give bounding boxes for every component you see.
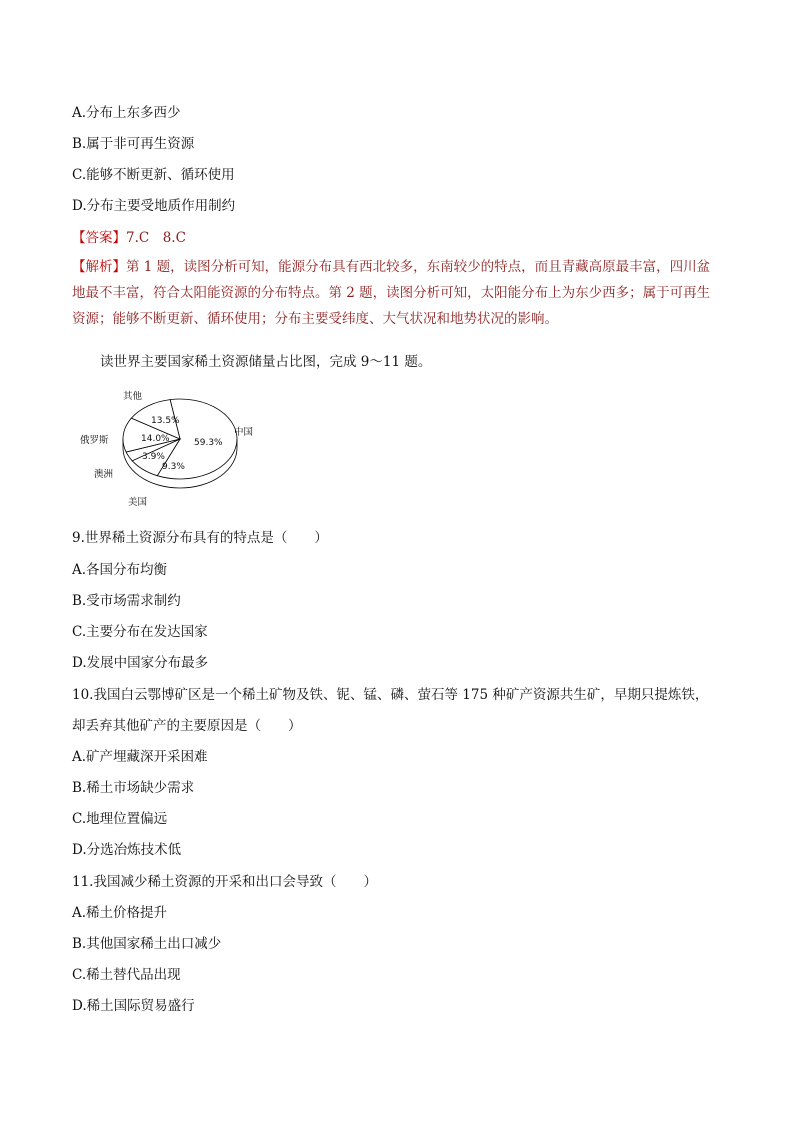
prev-option-d: D.分布主要受地质作用制约 (72, 198, 236, 214)
pie-value-label-3: 14.0% (141, 434, 170, 444)
pie-category-label-3: 俄罗斯 (80, 435, 109, 446)
answer-line (72, 229, 186, 247)
prev-option-c: C.能够不断更新、循环使用 (72, 167, 235, 183)
analysis-text: 第 1 题，读图分析可知，能源分布具有西北较多，东南较少的特点，而且青藏高原最丰富，四川盆地最不丰富，符合太阳能资源的分布特点。第 2 题，读图分析可知，太阳能分布上为东少西多；属于可再生资源；能够不断更新、循环使用；分布主要受纬度、大气状况和地势状况的影响。 (72, 259, 711, 327)
answer-label: 【答案】 (72, 230, 126, 246)
q11-option-a: A.稀土价格提升 (72, 905, 168, 921)
q11-option-c: C.稀土替代品出现 (72, 967, 181, 983)
q10-option-d: D.分选冶炼技术低 (72, 842, 182, 858)
q10-option-a: A.矿产埋藏深开采困难 (72, 749, 208, 765)
q11-option-d: D.稀土国际贸易盛行 (72, 998, 195, 1014)
intro-text: 读世界主要国家稀土资源储量占比图，完成 9～11 题。 (100, 354, 432, 370)
pie-category-label-0: 中国 (234, 427, 254, 438)
q10-option-b: B.稀土市场缺少需求 (72, 780, 195, 796)
rare-earth-pie-chart (76, 385, 276, 519)
pie-category-label-1: 美国 (128, 497, 148, 508)
prev-option-a: A.分布上东多西少 (72, 105, 181, 121)
answer-text: 7.C 8.C (126, 230, 186, 246)
question-11-stem: 11.我国减少稀土资源的开采和出口会导致（ ） (72, 874, 377, 890)
analysis-label: 【解析】 (72, 259, 126, 275)
prev-option-b: B.属于非可再生资源 (72, 136, 195, 152)
pie-category-label-4: 其他 (123, 391, 143, 402)
pie-value-label-1: 9.3% (162, 462, 185, 472)
question-10-stem-line1: 10.我国白云鄂博矿区是一个稀土矿物及铁、铌、锰、磷、萤石等 175 种矿产资源共生矿，早期只提炼铁， (72, 687, 709, 703)
pie-value-label-4: 13.5% (151, 416, 180, 426)
q9-option-c: C.主要分布在发达国家 (72, 624, 208, 640)
analysis-paragraph (72, 254, 722, 332)
question-9-stem: 9.世界稀土资源分布具有的特点是（ ） (72, 530, 328, 546)
q9-option-a: A.各国分布均衡 (72, 562, 168, 578)
pie-chart-svg (76, 385, 276, 515)
question-10-stem-line2: 却丢弃其他矿产的主要原因是（ ） (72, 718, 302, 734)
pie-category-label-2: 澳洲 (94, 469, 114, 480)
q11-option-b: B.其他国家稀土出口减少 (72, 936, 222, 952)
q10-option-c: C.地理位置偏远 (72, 811, 168, 827)
pie-value-label-0: 59.3% (194, 438, 223, 448)
q9-option-b: B.受市场需求制约 (72, 593, 181, 609)
q9-option-d: D.发展中国家分布最多 (72, 655, 209, 671)
pie-value-label-2: 3.9% (142, 452, 165, 462)
